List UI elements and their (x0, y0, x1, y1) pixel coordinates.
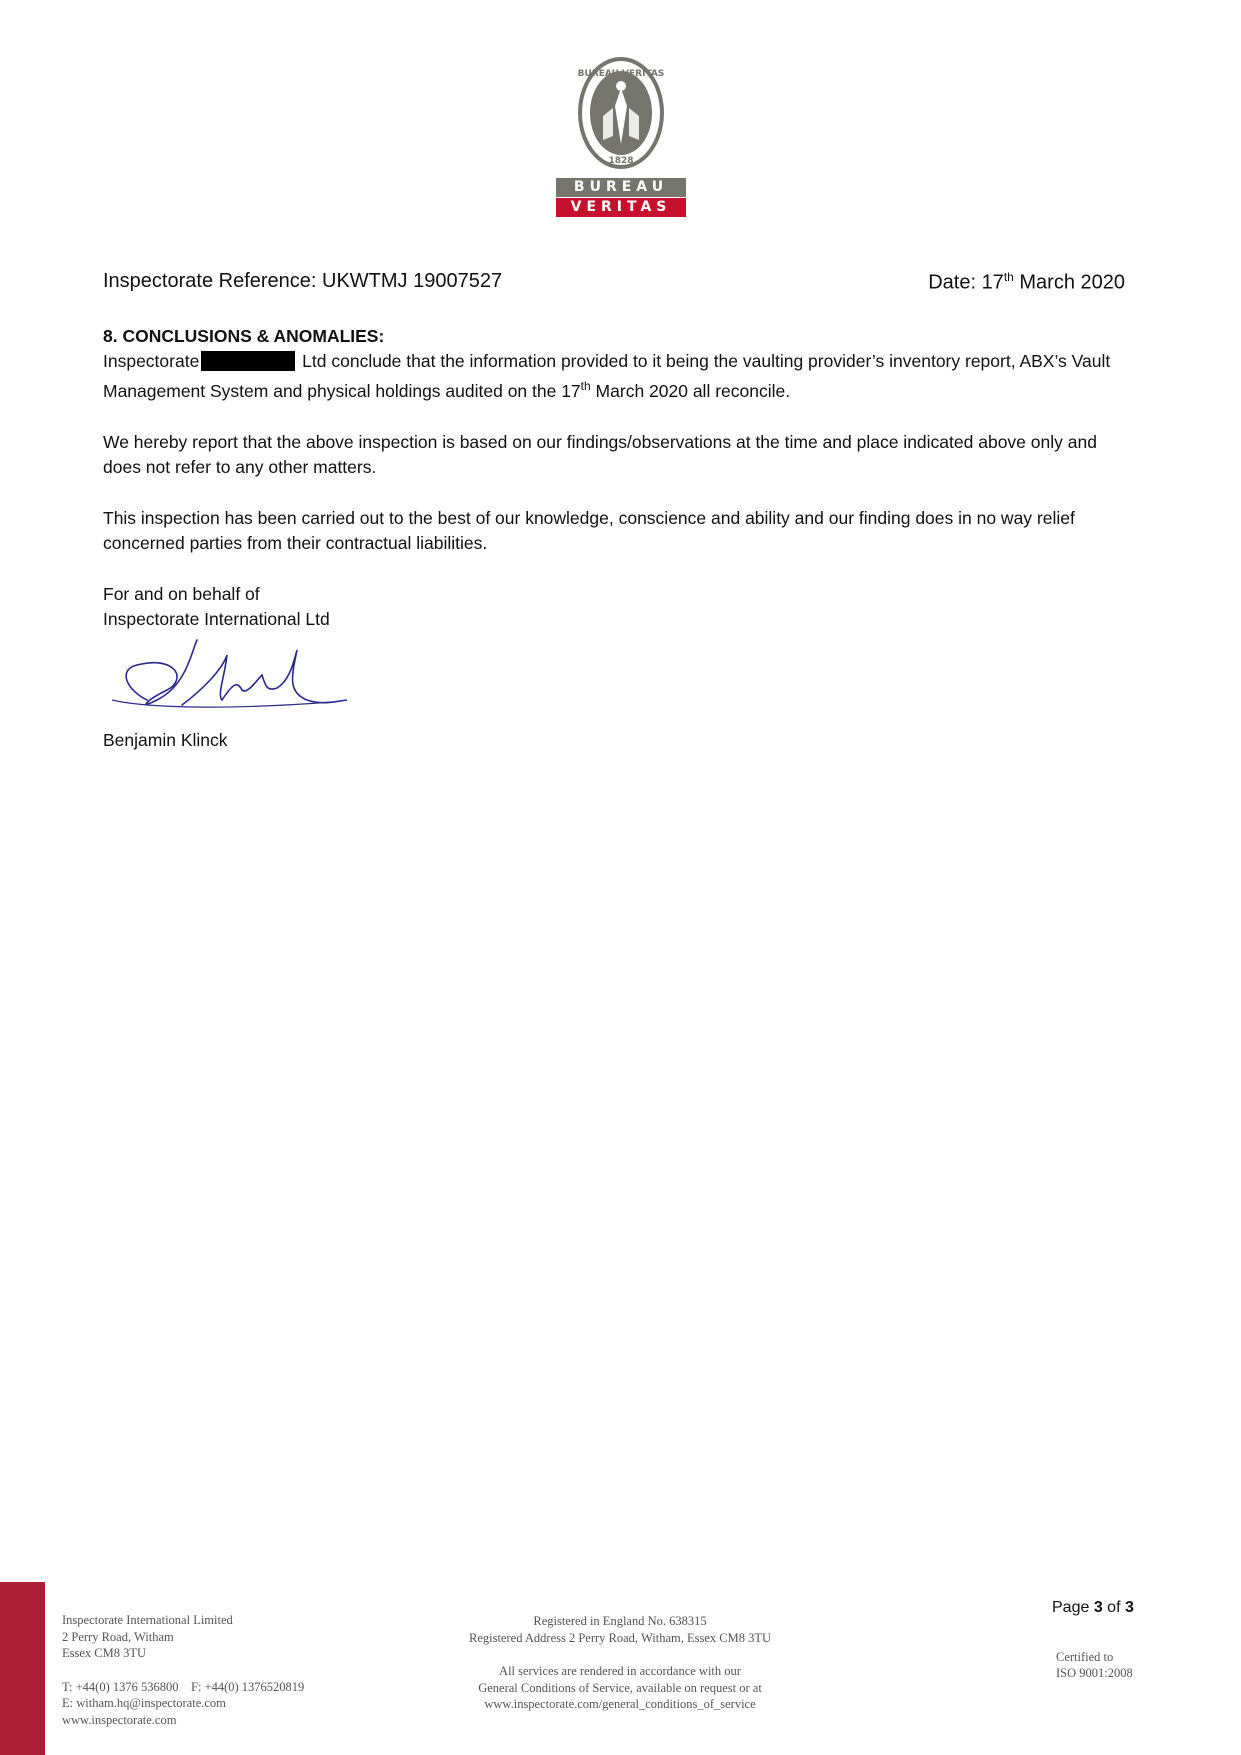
footer-phone: T: +44(0) 1376 536800 F: +44(0) 1376520819 (62, 1679, 305, 1694)
reference-label: Inspectorate Reference: (103, 270, 323, 292)
footer-address-2: Essex CM8 3TU (62, 1646, 147, 1660)
svg-text:1828: 1828 (608, 156, 634, 166)
page-current: 3 (1093, 1599, 1103, 1616)
date-rest: March 2020 (1013, 271, 1125, 294)
bureau-veritas-seal-icon (577, 56, 665, 170)
iso-standard: ISO 9001:2008 (1056, 1666, 1133, 1680)
certification (1056, 1649, 1180, 1682)
footer-company: Inspectorate International Limited (62, 1613, 233, 1627)
p1-start: Inspectorate (103, 351, 200, 371)
signer-name: Benjamin Klinck (103, 729, 228, 750)
footer-website: www.inspectorate.com (62, 1712, 177, 1727)
conclusions-section (103, 324, 1133, 753)
reference-value: UKWTMJ 19007527 (322, 270, 503, 292)
svg-text:BUREAU VERITAS: BUREAU VERITAS (577, 69, 665, 79)
findings-paragraph: We hereby report that the above inspection is based on our findings/observations at the time and place indicated above only and does not refer to any other matters. (103, 431, 1097, 477)
certified-label: Certified to (1056, 1649, 1114, 1664)
p1-suffix: th (580, 379, 591, 393)
logo-band-bureau: BUREAU (556, 178, 686, 197)
bureau-veritas-logo (556, 56, 686, 221)
footer-address-1: 2 Perry Road, Witham (62, 1629, 174, 1644)
date-suffix: th (1003, 270, 1014, 284)
logo-band-veritas: VERITAS (556, 198, 686, 217)
footer-accent-bar (0, 1582, 45, 1755)
footer-email: E: witham.hq@inspectorate.com (62, 1696, 226, 1710)
footer-registered-address: Registered Address 2 Perry Road, Witham, Essex CM8 3TU (468, 1630, 771, 1645)
p1-middle: Ltd conclude that the information provided to it being the vaulting provider’s inventory report, ABX’s Vault Management System and physical holdings audited on the 17 (103, 351, 1111, 401)
closing-line-2: Inspectorate International Ltd (103, 608, 330, 629)
section-heading: 8. CONCLUSIONS & ANOMALIES: (103, 326, 385, 346)
redaction-box (201, 351, 295, 371)
page-label: Page (1052, 1599, 1094, 1616)
reference-line (103, 270, 1125, 295)
footer-services-2: General Conditions of Service, available on request or at (478, 1680, 762, 1695)
liability-paragraph: This inspection has been carried out to the best of our knowledge, conscience and ability and our finding does in no way relief concerned parties from their contractual liabilities. (103, 507, 1075, 553)
page-total: 3 (1124, 1599, 1134, 1616)
footer-page-info (1000, 1600, 1180, 1682)
footer-registration (420, 1613, 820, 1713)
document-date (928, 270, 1125, 295)
p1-end: March 2020 all reconcile. (590, 380, 791, 401)
conclusion-paragraph (103, 349, 1133, 404)
signature (107, 630, 347, 720)
inspectorate-reference (103, 270, 502, 295)
footer-services-1: All services are rendered in accordance with our (499, 1664, 741, 1678)
page-number (1052, 1600, 1180, 1617)
footer-services-3: www.inspectorate.com/general_conditions_of_service (484, 1697, 756, 1711)
closing-line-1: For and on behalf of (103, 583, 260, 604)
page-of: of (1102, 1599, 1125, 1616)
footer-registered-no: Registered in England No. 638315 (533, 1614, 707, 1628)
date-label: Date: 17 (928, 271, 1004, 294)
footer-company-details (62, 1612, 392, 1728)
